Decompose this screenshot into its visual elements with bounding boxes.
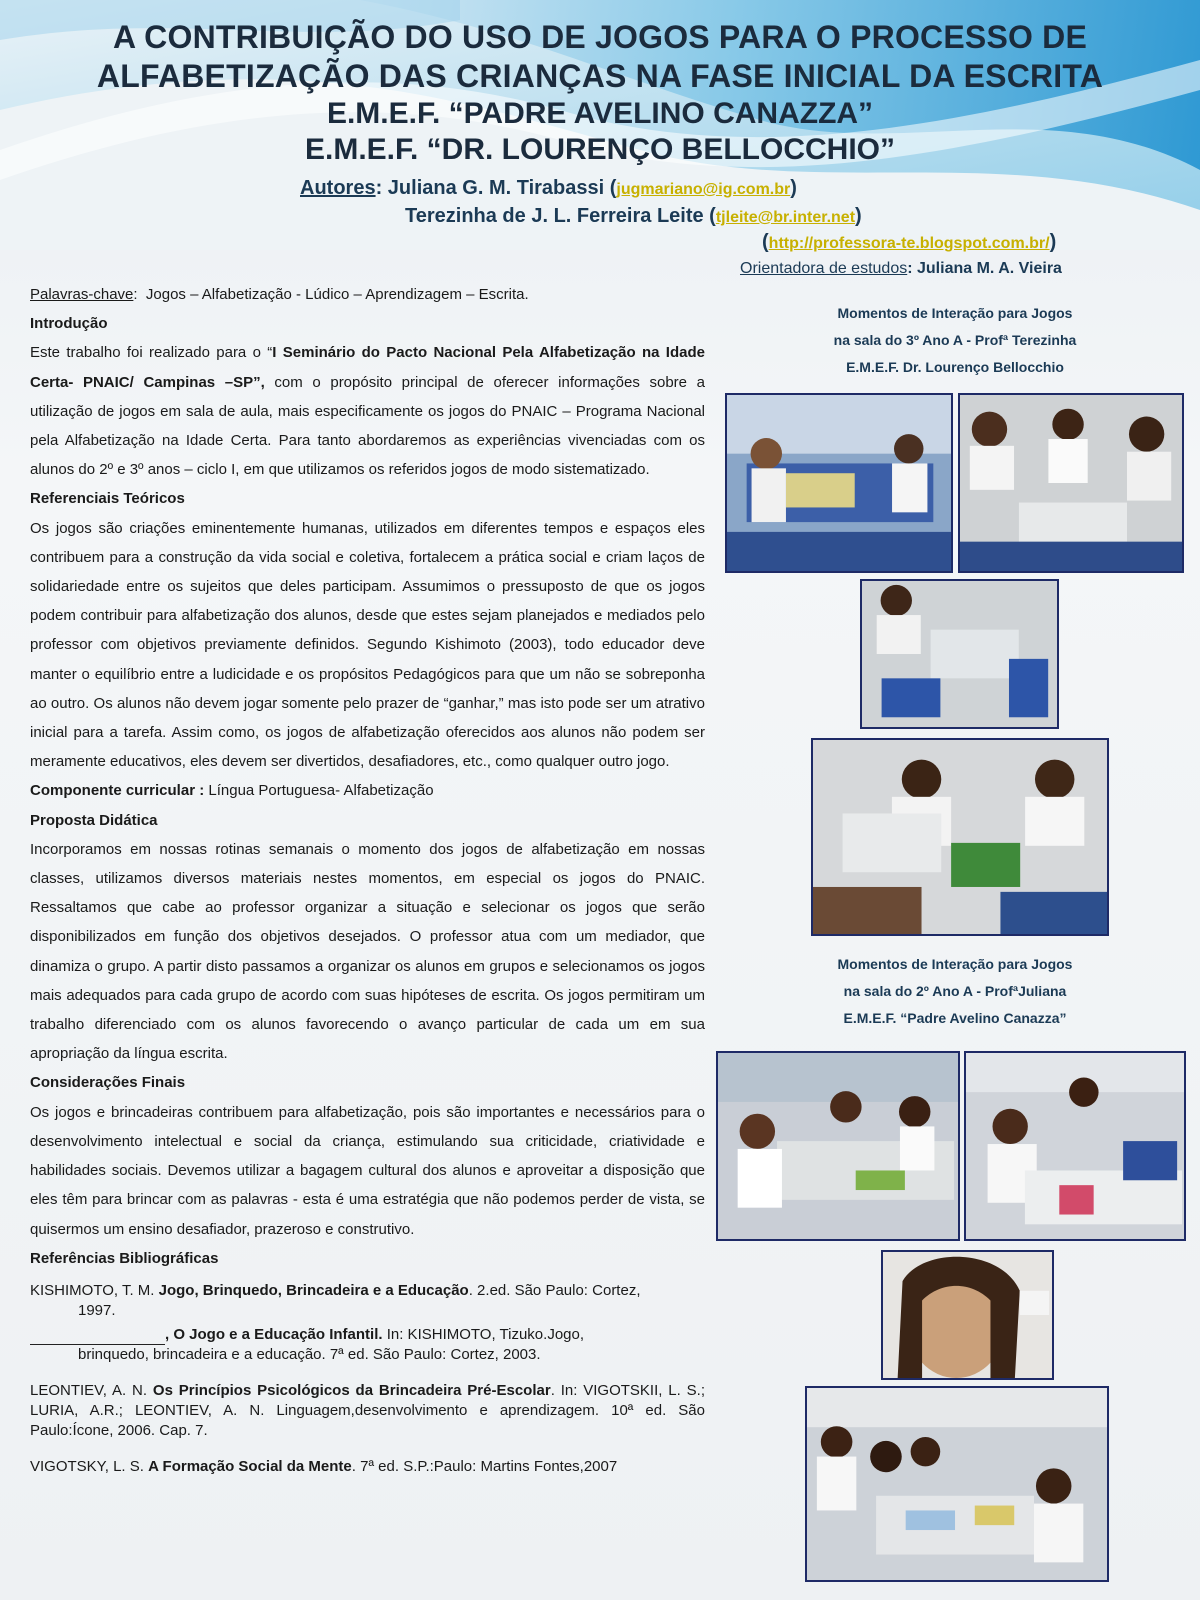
intro-event-name: I Seminário do Pacto Nacional Pela Alfabetização na Idade Certa- PNAIC/ Campinas –SP”, bbox=[30, 344, 705, 391]
ref1-author: KISHIMOTO, T. M. bbox=[30, 1281, 159, 1299]
orientadora-label: Orientadora de estudos bbox=[740, 260, 908, 277]
classroom-photo bbox=[964, 1051, 1186, 1241]
ref2-source: In: KISHIMOTO, Tizuko.Jogo, bbox=[382, 1325, 585, 1343]
proposal-heading: Proposta Didática bbox=[30, 811, 158, 829]
ref4-details: . 7ª ed. S.P.:Paulo: Martins Fontes,2007 bbox=[351, 1457, 618, 1475]
keywords-label: Palavras-chave bbox=[30, 286, 134, 303]
reference-item bbox=[30, 1457, 705, 1477]
author-1-name: Juliana G. M. Tirabassi bbox=[387, 177, 605, 199]
conclusion-heading: Considerações Finais bbox=[30, 1074, 186, 1092]
ref1-publisher: . 2.ed. São Paulo: Cortez, bbox=[468, 1281, 641, 1299]
ref2-author-blank bbox=[30, 1331, 165, 1345]
intro-text-start: Este trabalho foi realizado para o “ bbox=[30, 344, 273, 362]
orientadora-name: Juliana M. A. Vieira bbox=[917, 260, 1062, 277]
main-text-column bbox=[30, 280, 705, 1481]
author-2-line: Terezinha de J. L. Ferreira Leite (tjleite@br.inter.net) bbox=[405, 205, 862, 227]
classroom-photo bbox=[725, 393, 953, 573]
classroom-photo bbox=[811, 738, 1109, 936]
classroom-photo bbox=[805, 1386, 1109, 1582]
keywords-line: Palavras-chave: Jogos – Alfabetização - Lúdico – Aprendizagem – Escrita. bbox=[30, 286, 529, 303]
title-line-1: A CONTRIBUIÇÃO DO USO DE JOGOS PARA O PROCESSO DE bbox=[112, 19, 1088, 55]
caption-1-line-3: E.M.E.F. Dr. Lourenço Bellocchio bbox=[846, 359, 1064, 375]
ref2-title: , O Jogo e a Educação Infantil. bbox=[165, 1325, 383, 1343]
classroom-photo bbox=[716, 1051, 960, 1241]
author-2-name: Terezinha de J. L. Ferreira Leite bbox=[405, 205, 704, 227]
author-2-email-link[interactable]: tjleite@br.inter.net bbox=[715, 209, 856, 226]
author-1-email-link[interactable]: jugmariano@ig.com.br bbox=[616, 181, 791, 198]
title-line-2: ALFABETIZAÇÃO DAS CRIANÇAS NA FASE INICIAL DA ESCRITA bbox=[96, 58, 1104, 94]
keywords-value: Jogos – Alfabetização - Lúdico – Aprendizagem – Escrita. bbox=[145, 286, 529, 303]
author-2-blog-link[interactable]: http://professora-te.blogspot.com.br/ bbox=[768, 235, 1050, 252]
photo-caption-2nd-grade bbox=[805, 951, 1105, 1032]
photo-caption-3rd-grade bbox=[805, 300, 1105, 381]
caption-2-line-1: Momentos de Interação para Jogos bbox=[837, 956, 1073, 972]
intro-text-end: com o propósito principal de oferecer informações sobre a utilização de jogos em sala de aula, mais especificamente os jogos do PNAIC – Programa Nacional pela Alfabetização na Idade Certa. Para tanto abordaremos as experiências vivenciadas com os alunos do 2º e 3º anos – ciclo I, em que utilizamos os referidos jogos de modo sistematizado. bbox=[30, 373, 705, 479]
curriculum-value: Língua Portuguesa- Alfabetização bbox=[208, 782, 434, 800]
bibliography-list bbox=[30, 1281, 705, 1477]
intro-paragraph bbox=[30, 338, 705, 484]
caption-1-line-2: na sala do 3º Ano A - Profª Terezinha bbox=[833, 332, 1077, 348]
theory-paragraph: Os jogos são criações eminentemente humanas, utilizados em diferentes tempos e espaços eles contribuem para a construção da vida social e coletiva, fortalecem a prática social e criam laços de solidariedade entre os sujeitos que deles participam. Assumimos o pressuposto de que os jogos podem contribuir para alfabetização dos alunos, desde que estes sejam planejados e mediados pelo professor com objetivos previamente definidos. Segundo Kishimoto (2003), todo educador deve manter o equilíbrio entre a ludicidade e os propósitos Pedagógicos para que um não se sobreponha ao outro. Os alunos não devem jogar somente pelo prazer de “ganhar,” mas isto pode ser um atrativo inicial para a tarefa. Assim como, os jogos de alfabetização oferecidos aos alunos não podem ser meramente educativos, eles devem ser divertidos, desafiadores, etc., como qualquer outro jogo. bbox=[30, 519, 705, 771]
orientadora-line: Orientadora de estudos: Juliana M. A. Vieira bbox=[740, 260, 1062, 277]
classroom-photo bbox=[881, 1250, 1054, 1380]
curriculum-line bbox=[30, 776, 705, 805]
ref3-details: . In: VIGOTSKII, L. S.; LURIA, A.R.; LEONTIEV, A. N. Linguagem,desenvolvimento e aprendizagem. 10ª ed. São Paulo:Ícone, 2006. Cap. 7. bbox=[30, 1381, 706, 1439]
reference-item bbox=[30, 1325, 705, 1365]
ref4-title: A Formação Social da Mente bbox=[148, 1457, 352, 1475]
caption-2-line-3: E.M.E.F. “Padre Avelino Canazza” bbox=[843, 1010, 1067, 1026]
ref3-title: Os Princípios Psicológicos da Brincadeira Pré-Escolar bbox=[152, 1381, 551, 1399]
classroom-photo bbox=[860, 579, 1059, 729]
poster-header bbox=[0, 0, 1200, 168]
theory-heading: Referenciais Teóricos bbox=[30, 490, 185, 508]
caption-1-line-1: Momentos de Interação para Jogos bbox=[837, 305, 1073, 321]
classroom-photo bbox=[958, 393, 1184, 573]
authors-label: Autores bbox=[300, 177, 376, 199]
bibliography-heading: Referências Bibliográficas bbox=[30, 1249, 219, 1267]
ref2-details: brinquedo, brincadeira e a educação. 7ª ed. São Paulo: Cortez, 2003. bbox=[78, 1345, 541, 1363]
ref1-year: 1997. bbox=[78, 1301, 116, 1319]
author-1-line: Autores: Juliana G. M. Tirabassi (jugmariano@ig.com.br) bbox=[300, 177, 797, 199]
proposal-paragraph: Incorporamos em nossas rotinas semanais o momento dos jogos de alfabetização em nossas classes, utilizamos diversos materiais nestes momentos, em especial os jogos do PNAIC. Ressaltamos que cabe ao professor organizar a situação e selecionar os jogos que serão disponibilizados em função dos objetivos desejados. O professor atua com um mediador, que dinamiza o grupo. A partir disto passamos a organizar os alunos em grupos e selecionamos os jogos mais adequados para cada grupo de acordo com suas hipóteses de escrita. Os jogos permitiram um trabalho diferenciado com os alunos favorecendo o avanço particular de cada um em sua apropriação da língua escrita. bbox=[30, 840, 705, 1063]
school-name-1: E.M.E.F. “PADRE AVELINO CANAZZA” bbox=[326, 97, 874, 130]
author-2-blog-line: (http://professora-te.blogspot.com.br/) bbox=[762, 231, 1057, 253]
school-name-2: E.M.E.F. “DR. LOURENÇO BELLOCCHIO” bbox=[304, 133, 895, 166]
ref1-title: Jogo, Brinquedo, Brincadeira e a Educação bbox=[158, 1281, 469, 1299]
ref4-author: VIGOTSKY, L. S. bbox=[30, 1457, 149, 1475]
intro-heading: Introdução bbox=[30, 315, 108, 333]
conclusion-paragraph: Os jogos e brincadeiras contribuem para alfabetização, pois são importantes e necessários para o desenvolvimento intelectual e social da criança, estimulando sua criticidade, criatividade e habilidades sociais. Devemos utilizar a bagagem cultural dos alunos e aproveitar a disposição que eles têm para brincar com as palavras - esta é uma estratégia que não podemos perder de vista, se quisermos um ensino desafiador, prazeroso e construtivo. bbox=[30, 1103, 705, 1238]
reference-item bbox=[30, 1381, 705, 1441]
caption-2-line-2: na sala do 2º Ano A - ProfªJuliana bbox=[843, 983, 1067, 999]
reference-item bbox=[30, 1281, 705, 1321]
ref3-author: LEONTIEV, A. N. bbox=[30, 1381, 153, 1399]
curriculum-label: Componente curricular : bbox=[30, 782, 205, 800]
